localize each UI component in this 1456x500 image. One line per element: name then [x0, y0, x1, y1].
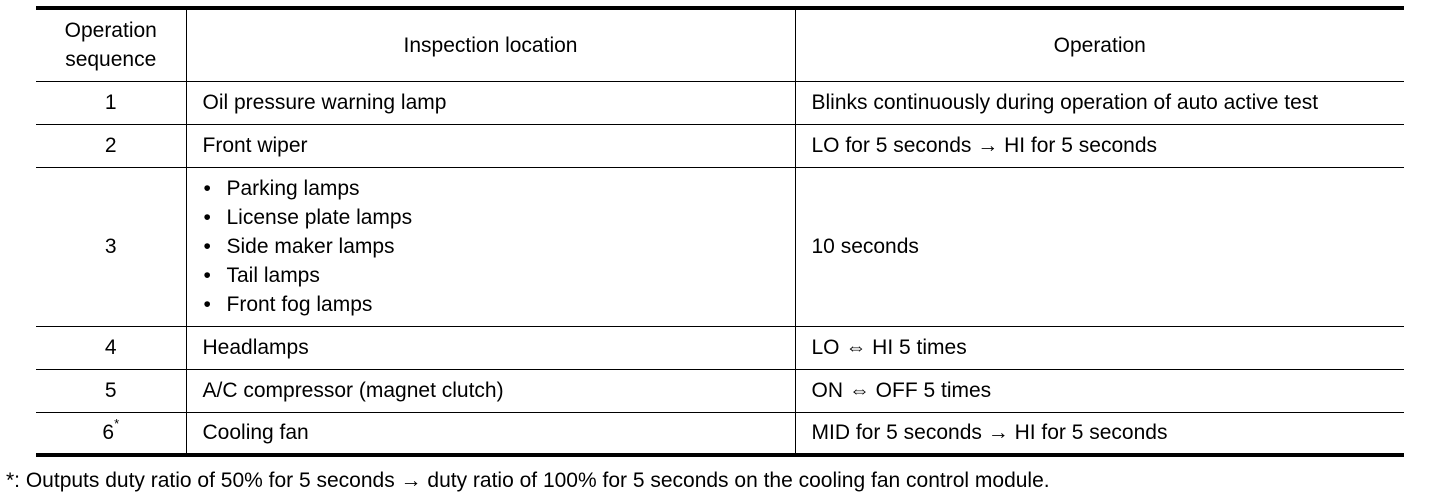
footnote: *: Outputs duty ratio of 50% for 5 seconds → duty ratio of 100% for 5 seconds on the cooling fan control module. [6, 469, 1050, 492]
sequence-cell: 5 [36, 369, 186, 412]
list-item: • Parking lamps [203, 174, 795, 203]
inspection-table [36, 6, 1404, 457]
sequence-cell [36, 412, 186, 455]
sequence-cell: 1 [36, 81, 186, 124]
header-inspection-location: Inspection location [186, 8, 795, 81]
table-row [36, 124, 1404, 167]
location-cell [186, 167, 795, 326]
table-row [36, 167, 1404, 326]
table-header-row [36, 8, 1404, 81]
table-row [36, 81, 1404, 124]
table-row [36, 412, 1404, 455]
location-cell: Front wiper [186, 124, 795, 167]
list-item: • Front fog lamps [203, 290, 795, 319]
location-cell: Headlamps [186, 326, 795, 369]
operation-cell: ON ⇔ OFF 5 times [795, 369, 1404, 412]
list-item: • Side maker lamps [203, 232, 795, 261]
list-item: • Tail lamps [203, 261, 795, 290]
sequence-cell: 2 [36, 124, 186, 167]
location-cell: Cooling fan [186, 412, 795, 455]
sequence-cell: 4 [36, 326, 186, 369]
location-bullet-list [203, 174, 795, 319]
list-item: • License plate lamps [203, 203, 795, 232]
table-row [36, 326, 1404, 369]
sequence-cell: 3 [36, 167, 186, 326]
table-row [36, 369, 1404, 412]
sequence-number: 6 [102, 421, 115, 445]
location-cell: A/C compressor (magnet clutch) [186, 369, 795, 412]
operation-cell: MID for 5 seconds → HI for 5 seconds [795, 412, 1404, 455]
operation-cell: LO ⇔ HI 5 times [795, 326, 1404, 369]
header-operation-sequence: Operation sequence [36, 8, 186, 81]
operation-cell: Blinks continuously during operation of auto active test [795, 81, 1404, 124]
header-operation: Operation [795, 8, 1404, 81]
operation-cell: 10 seconds [795, 167, 1404, 326]
footnote-marker: * [114, 416, 120, 432]
operation-cell: LO for 5 seconds → HI for 5 seconds [795, 124, 1404, 167]
location-cell: Oil pressure warning lamp [186, 81, 795, 124]
